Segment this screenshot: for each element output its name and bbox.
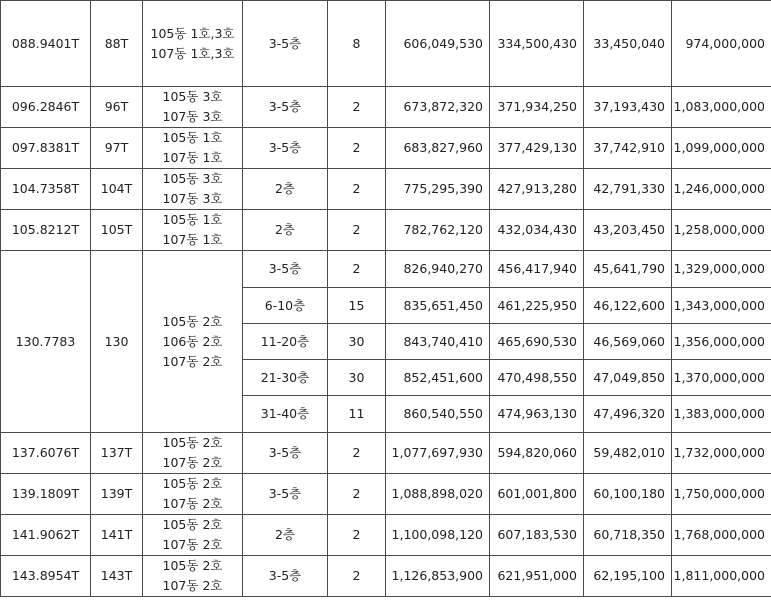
building-price-cell: 377,429,130 <box>490 128 584 169</box>
total-price-cell: 1,732,000,000 <box>672 433 771 474</box>
vat-cell: 47,496,320 <box>584 396 672 433</box>
vat-cell: 33,450,040 <box>584 1 672 87</box>
vat-cell: 43,203,450 <box>584 210 672 251</box>
count-cell: 2 <box>328 128 386 169</box>
units-cell <box>143 128 243 169</box>
count-cell: 15 <box>328 288 386 324</box>
unit-line: 107동 1호 <box>162 150 223 165</box>
unit-line: 105동 2호 <box>162 476 223 491</box>
floor-cell: 3-5층 <box>243 474 328 515</box>
code-cell: 143T <box>91 556 143 597</box>
table-row <box>1 474 771 515</box>
type-cell: 104.7358T <box>1 169 91 210</box>
units-cell <box>143 433 243 474</box>
units-cell <box>143 474 243 515</box>
vat-cell: 46,122,600 <box>584 288 672 324</box>
floor-cell: 2층 <box>243 515 328 556</box>
unit-line: 107동 3호 <box>162 191 223 206</box>
unit-line: 105동 2호 <box>162 435 223 450</box>
table-body <box>1 1 771 597</box>
unit-line: 107동 2호 <box>162 496 223 511</box>
table-row <box>1 169 771 210</box>
count-cell: 30 <box>328 324 386 360</box>
total-price-cell: 1,343,000,000 <box>672 288 771 324</box>
type-cell: 096.2846T <box>1 87 91 128</box>
land-price-cell: 843,740,410 <box>386 324 490 360</box>
total-price-cell: 1,370,000,000 <box>672 360 771 396</box>
total-price-cell: 1,246,000,000 <box>672 169 771 210</box>
building-price-cell: 456,417,940 <box>490 251 584 288</box>
land-price-cell: 852,451,600 <box>386 360 490 396</box>
count-cell: 30 <box>328 360 386 396</box>
building-price-cell: 371,934,250 <box>490 87 584 128</box>
vat-cell: 60,100,180 <box>584 474 672 515</box>
vat-cell: 37,193,430 <box>584 87 672 128</box>
land-price-cell: 782,762,120 <box>386 210 490 251</box>
count-cell: 2 <box>328 515 386 556</box>
code-cell: 88T <box>91 1 143 87</box>
building-price-cell: 334,500,430 <box>490 1 584 87</box>
table-row <box>1 128 771 169</box>
floor-cell: 3-5층 <box>243 433 328 474</box>
floor-cell: 3-5층 <box>243 251 328 288</box>
count-cell: 2 <box>328 433 386 474</box>
vat-cell: 59,482,010 <box>584 433 672 474</box>
count-cell: 2 <box>328 474 386 515</box>
units-cell <box>143 87 243 128</box>
vat-cell: 42,791,330 <box>584 169 672 210</box>
count-cell: 8 <box>328 1 386 87</box>
building-price-cell: 621,951,000 <box>490 556 584 597</box>
land-price-cell: 775,295,390 <box>386 169 490 210</box>
type-cell: 143.8954T <box>1 556 91 597</box>
code-cell: 97T <box>91 128 143 169</box>
type-cell: 137.6076T <box>1 433 91 474</box>
land-price-cell: 1,088,898,020 <box>386 474 490 515</box>
floor-cell: 2층 <box>243 210 328 251</box>
floor-cell: 3-5층 <box>243 87 328 128</box>
table-row <box>1 210 771 251</box>
code-cell: 96T <box>91 87 143 128</box>
table-row <box>1 515 771 556</box>
land-price-cell: 1,077,697,930 <box>386 433 490 474</box>
total-price-cell: 974,000,000 <box>672 1 771 87</box>
unit-line: 107동 2호 <box>162 537 223 552</box>
floor-cell: 11-20층 <box>243 324 328 360</box>
building-price-cell: 432,034,430 <box>490 210 584 251</box>
vat-cell: 47,049,850 <box>584 360 672 396</box>
floor-cell: 3-5층 <box>243 128 328 169</box>
total-price-cell: 1,768,000,000 <box>672 515 771 556</box>
units-cell <box>143 210 243 251</box>
land-price-cell: 860,540,550 <box>386 396 490 433</box>
units-cell <box>143 515 243 556</box>
land-price-cell: 1,126,853,900 <box>386 556 490 597</box>
total-price-cell: 1,811,000,000 <box>672 556 771 597</box>
unit-line: 105동 1호 <box>162 212 223 227</box>
type-cell: 105.8212T <box>1 210 91 251</box>
table-row <box>1 433 771 474</box>
building-price-cell: 601,001,800 <box>490 474 584 515</box>
land-price-cell: 826,940,270 <box>386 251 490 288</box>
units-cell <box>143 169 243 210</box>
unit-line: 105동 3호 <box>162 171 223 186</box>
vat-cell: 62,195,100 <box>584 556 672 597</box>
building-price-cell: 461,225,950 <box>490 288 584 324</box>
floor-cell: 2층 <box>243 169 328 210</box>
floor-cell: 3-5층 <box>243 556 328 597</box>
type-cell: 139.1809T <box>1 474 91 515</box>
floor-cell: 6-10층 <box>243 288 328 324</box>
type-cell: 088.9401T <box>1 1 91 87</box>
units-cell <box>143 556 243 597</box>
type-cell: 141.9062T <box>1 515 91 556</box>
count-cell: 2 <box>328 87 386 128</box>
building-price-cell: 594,820,060 <box>490 433 584 474</box>
unit-line: 107동 2호 <box>162 353 223 369</box>
total-price-cell: 1,383,000,000 <box>672 396 771 433</box>
total-price-cell: 1,750,000,000 <box>672 474 771 515</box>
unit-line: 107동 2호 <box>162 578 223 593</box>
total-price-cell: 1,356,000,000 <box>672 324 771 360</box>
units-cell <box>143 251 243 433</box>
floor-cell: 31-40층 <box>243 396 328 433</box>
building-price-cell: 427,913,280 <box>490 169 584 210</box>
building-price-cell: 465,690,530 <box>490 324 584 360</box>
count-cell: 2 <box>328 251 386 288</box>
unit-line: 107동 2호 <box>162 455 223 470</box>
unit-line: 105동 2호 <box>162 313 223 329</box>
land-price-cell: 673,872,320 <box>386 87 490 128</box>
count-cell: 11 <box>328 396 386 433</box>
code-cell: 105T <box>91 210 143 251</box>
unit-line: 105동 1호 <box>162 130 223 145</box>
building-price-cell: 474,963,130 <box>490 396 584 433</box>
vat-cell: 45,641,790 <box>584 251 672 288</box>
building-price-cell: 470,498,550 <box>490 360 584 396</box>
unit-line: 105동 1호,3호 <box>150 25 235 41</box>
code-cell: 130 <box>91 251 143 433</box>
code-cell: 141T <box>91 515 143 556</box>
unit-line: 105동 2호 <box>162 517 223 532</box>
unit-line: 107동 1호 <box>162 232 223 247</box>
land-price-cell: 606,049,530 <box>386 1 490 87</box>
vat-cell: 46,569,060 <box>584 324 672 360</box>
code-cell: 137T <box>91 433 143 474</box>
code-cell: 139T <box>91 474 143 515</box>
code-cell: 104T <box>91 169 143 210</box>
building-price-cell: 607,183,530 <box>490 515 584 556</box>
total-price-cell: 1,329,000,000 <box>672 251 771 288</box>
unit-line: 107동 1호,3호 <box>150 45 235 61</box>
table-row <box>1 251 771 288</box>
land-price-cell: 1,100,098,120 <box>386 515 490 556</box>
land-price-cell: 683,827,960 <box>386 128 490 169</box>
total-price-cell: 1,099,000,000 <box>672 128 771 169</box>
unit-line: 107동 3호 <box>162 109 223 124</box>
units-cell <box>143 1 243 87</box>
count-cell: 2 <box>328 556 386 597</box>
floor-cell: 21-30층 <box>243 360 328 396</box>
total-price-cell: 1,258,000,000 <box>672 210 771 251</box>
type-cell: 130.7783 <box>1 251 91 433</box>
table-row <box>1 87 771 128</box>
unit-line: 105동 2호 <box>162 558 223 573</box>
total-price-cell: 1,083,000,000 <box>672 87 771 128</box>
floor-cell: 3-5층 <box>243 1 328 87</box>
unit-line: 106동 2호 <box>162 333 223 349</box>
vat-cell: 37,742,910 <box>584 128 672 169</box>
unit-line: 105동 3호 <box>162 89 223 104</box>
vat-cell: 60,718,350 <box>584 515 672 556</box>
type-cell: 097.8381T <box>1 128 91 169</box>
table-row <box>1 556 771 597</box>
count-cell: 2 <box>328 169 386 210</box>
count-cell: 2 <box>328 210 386 251</box>
land-price-cell: 835,651,450 <box>386 288 490 324</box>
table-row <box>1 1 771 87</box>
